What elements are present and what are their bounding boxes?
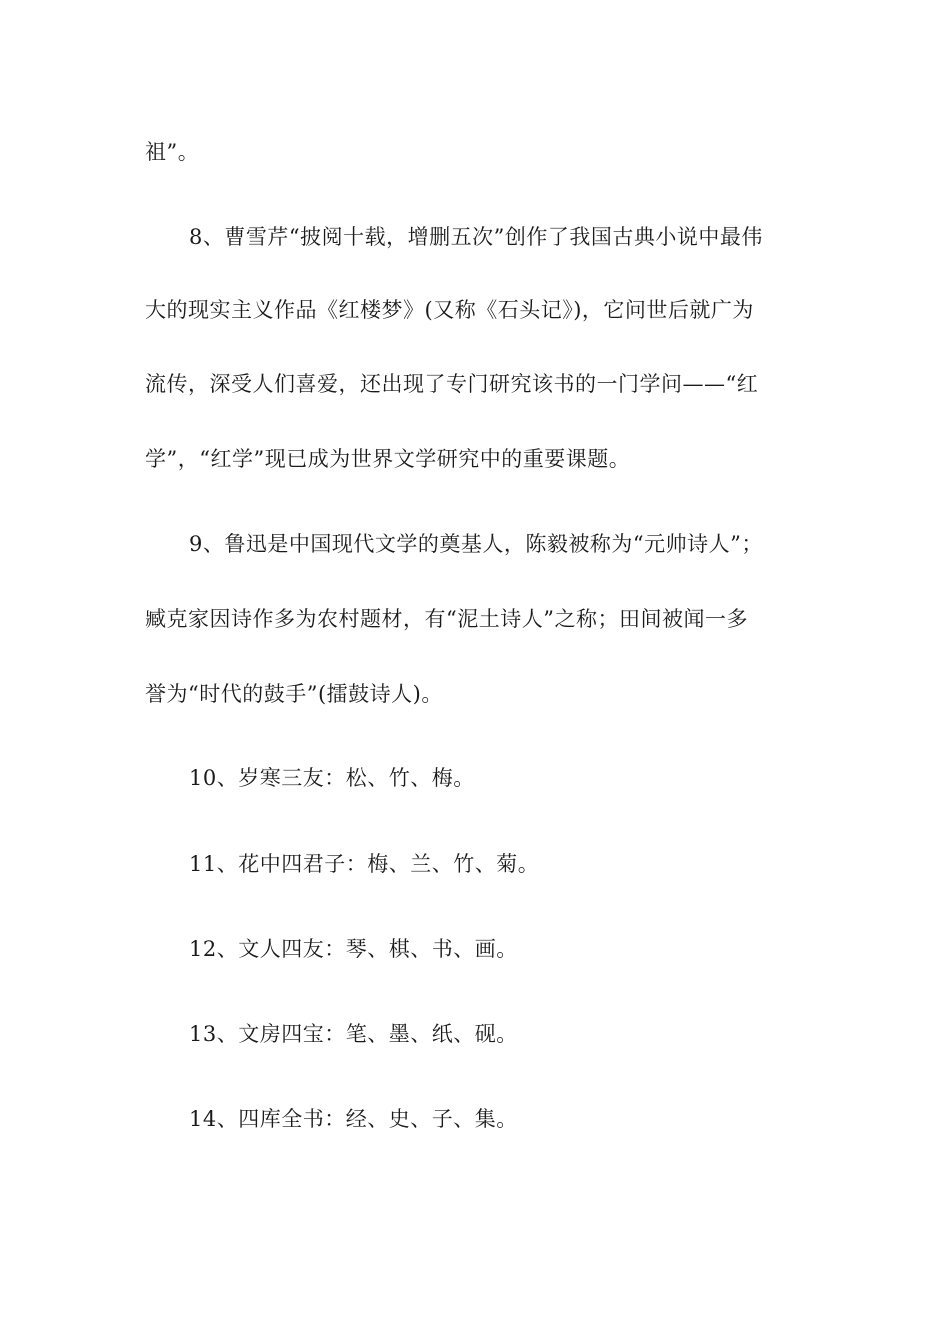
item-11: 11、花中四君子：梅、兰、竹、菊。: [189, 852, 540, 876]
item-14: 14、四库全书：经、史、子、集。: [189, 1107, 518, 1131]
item-8-line-2: 大的现实主义作品《红楼梦》(又称《石头记》)，它问世后就广为: [145, 298, 754, 322]
item-12: 12、文人四友：琴、棋、书、画。: [189, 937, 518, 961]
item-10: 10、岁寒三友：松、竹、梅。: [189, 766, 475, 790]
text-line-continuation: 祖”。: [145, 140, 200, 164]
item-8-line-1: 8、曹雪芹“披阅十载，增删五次”创作了我国古典小说中最伟: [189, 225, 763, 249]
item-8-line-4: 学”，“红学”现已成为世界文学研究中的重要课题。: [145, 447, 631, 471]
item-8-line-3: 流传，深受人们喜爱，还出现了专门研究该书的一门学问——“红: [145, 372, 759, 396]
item-13: 13、文房四宝：笔、墨、纸、砚。: [189, 1022, 518, 1046]
item-9-line-2: 臧克家因诗作多为农村题材，有“泥土诗人”之称；田间被闻一多: [145, 607, 748, 631]
item-9-line-1: 9、鲁迅是中国现代文学的奠基人，陈毅被称为“元帅诗人”；: [189, 532, 763, 556]
item-9-line-3: 誉为“时代的鼓手”(擂鼓诗人)。: [145, 682, 443, 706]
